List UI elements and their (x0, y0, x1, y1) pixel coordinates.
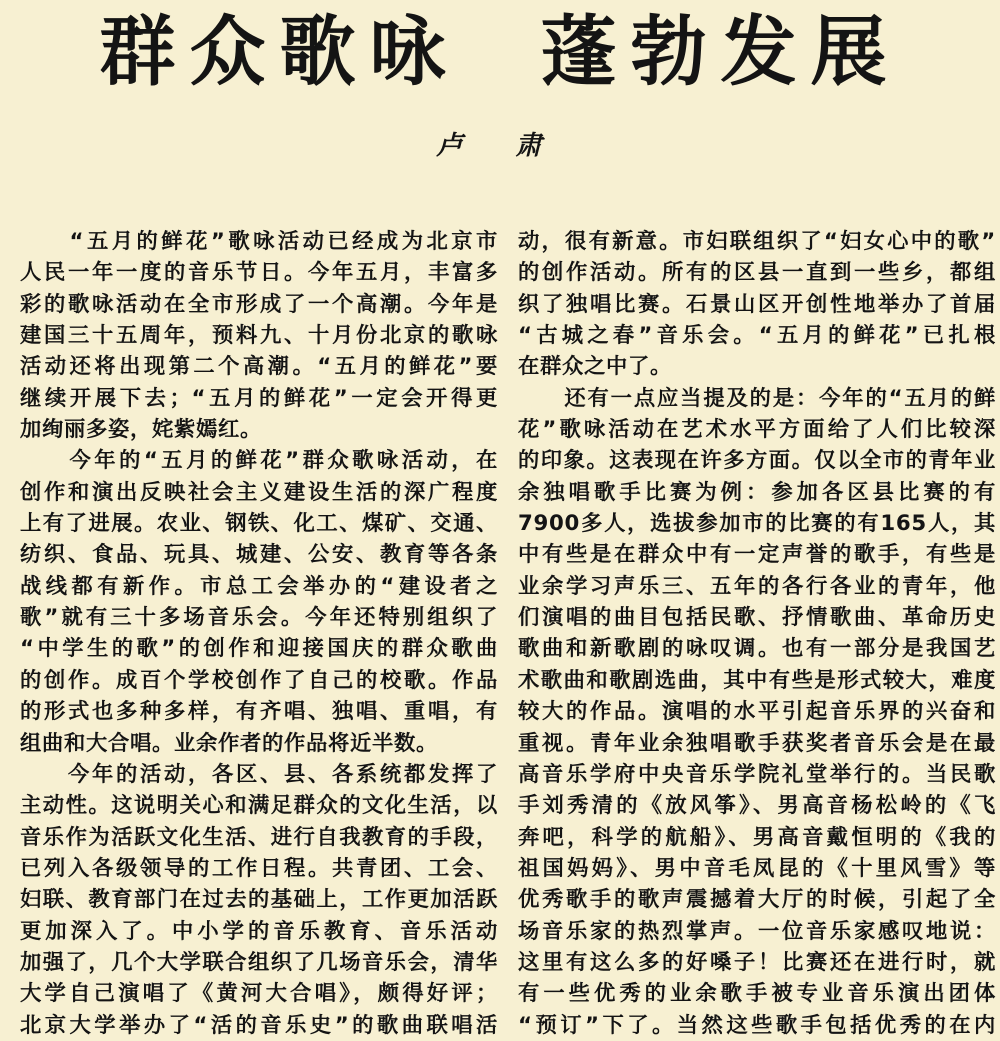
text-line: 祖国妈妈》、男中音毛凤昆的《十里风雪》等 (518, 855, 996, 881)
text-line: 纺织、食品、玩具、城建、公安、教育等各条 (20, 542, 498, 568)
text-line: 建国三十五周年，预料九、十月份北京的歌咏 (20, 323, 498, 349)
text-line: 战线都有新作。市总工会举办的“建设者之 (20, 573, 498, 599)
text-line: 加绚丽多姿，姹紫嫣红。 (20, 417, 262, 443)
text-line: 妇联、教育部门在过去的基础上，工作更加活跃 (20, 887, 498, 913)
text-line: “五月的鲜花”歌咏活动已经成为北京市 (20, 229, 498, 254)
text-line: 的创作活动。所有的区县一直到一些乡，都组 (518, 260, 996, 286)
text-line: 术歌曲和歌剧选曲，其中有些是形式较大，难度 (518, 667, 996, 693)
text-line: 有一些优秀的业余歌手被专业音乐演出团体 (518, 981, 996, 1007)
article-author: 卢 肃 (436, 131, 564, 161)
text-line: 今年的活动，各区、县、各系统都发挥了 (20, 761, 498, 787)
text-line: 还有一点应当提及的是：今年的“五月的鲜 (518, 385, 996, 411)
text-line: 更加深入了。中小学的音乐教育、音乐活动 (20, 918, 498, 944)
text-line: 们演唱的曲目包括民歌、抒情歌曲、革命历史 (518, 605, 996, 631)
text-line: 较大的作品。演唱的水平引起音乐界的兴奋和 (518, 699, 996, 725)
text-line: 活动还将出现第二个高潮。“五月的鲜花”要 (20, 354, 498, 380)
text-line: “古城之春”音乐会。“五月的鲜花”已扎根 (518, 323, 996, 349)
text-line: 中有些是在群众中有一定声誉的歌手，有些是 (518, 542, 996, 568)
text-line: 创作和演出反映社会主义建设生活的深广程度 (20, 479, 498, 505)
text-line: 已列入各级领导的工作日程。共青团、工会、 (20, 855, 498, 881)
text-line: 手刘秀清的《放风筝》、男高音杨松岭的《飞 (518, 793, 996, 819)
text-line: 高音乐学府中央音乐学院礼堂举行的。当民歌 (518, 761, 996, 787)
text-line: 的创作。成百个学校创作了自己的校歌。作品 (20, 667, 498, 693)
text-line: 动，很有新意。市妇联组织了“妇女心中的歌” (518, 229, 996, 254)
text-line: 歌”就有三十多场音乐会。今年还特别组织了 (20, 605, 498, 631)
text-line: 织了独唱比赛。石景山区开创性地举办了首届 (518, 291, 996, 317)
text-line: 主动性。这说明关心和满足群众的文化生活，以 (20, 793, 498, 819)
text-line: 的印象。这表现在许多方面。仅以全市的青年业 (518, 448, 996, 474)
text-line: 余独唱歌手比赛为例：参加各区县比赛的有 (518, 479, 996, 505)
text-line: 彩的歌咏活动在全市形成了一个高潮。今年是 (20, 291, 498, 317)
text-line: 奔吧，科学的航船》、男高音戴恒明的《我的 (518, 824, 996, 850)
text-line: 业余学习声乐三、五年的各行各业的青年，他 (518, 573, 996, 599)
text-line: 歌曲和新歌剧的咏叹调。也有一部分是我国艺 (518, 636, 996, 662)
text-line: 上有了进展。农业、钢铁、化工、煤矿、交通、 (20, 511, 498, 537)
text-line: 北京大学举办了“活的音乐史”的歌曲联唱活 (20, 1012, 498, 1038)
text-line: 7900多人，选拔参加市的比赛的有165人，其 (518, 511, 996, 537)
text-line: 加强了，几个大学联合组织了几场音乐会，清华 (20, 949, 498, 975)
text-line: 音乐作为活跃文化生活、进行自我教育的手段， (20, 824, 498, 850)
text-line: 在群众之中了。 (518, 354, 672, 380)
text-line: 的形式也多种多样，有齐唱、独唱、重唱，有 (20, 699, 498, 725)
text-line: 继续开展下去；“五月的鲜花”一定会开得更 (20, 385, 498, 411)
left-column (20, 226, 498, 1041)
text-line: 今年的“五月的鲜花”群众歌咏活动，在 (20, 448, 498, 474)
text-line: 花”歌咏活动在艺术水平方面给了人们比较深 (518, 417, 996, 443)
text-line: “中学生的歌”的创作和迎接国庆的群众歌曲 (20, 636, 498, 662)
text-line: 人民一年一度的音乐节日。今年五月，丰富多 (20, 260, 498, 286)
text-line: “预订”下了。当然这些歌手包括优秀的在内 (518, 1012, 996, 1038)
article-title: 群众歌咏 蓬勃发展 (99, 7, 901, 96)
text-line: 这里有这么多的好嗓子！比赛还在进行时，就 (518, 949, 996, 975)
text-line: 组曲和大合唱。业余作者的作品将近半数。 (20, 730, 438, 756)
text-line: 重视。青年业余独唱歌手获奖者音乐会是在最 (518, 730, 996, 756)
right-column (518, 226, 996, 1041)
text-line: 大学自己演唱了《黄河大合唱》，颇得好评； (20, 981, 498, 1007)
text-line: 优秀歌手的歌声震撼着大厅的时候，引起了全 (518, 887, 996, 913)
text-line: 场音乐家的热烈掌声。一位音乐家感叹地说： (518, 918, 996, 944)
